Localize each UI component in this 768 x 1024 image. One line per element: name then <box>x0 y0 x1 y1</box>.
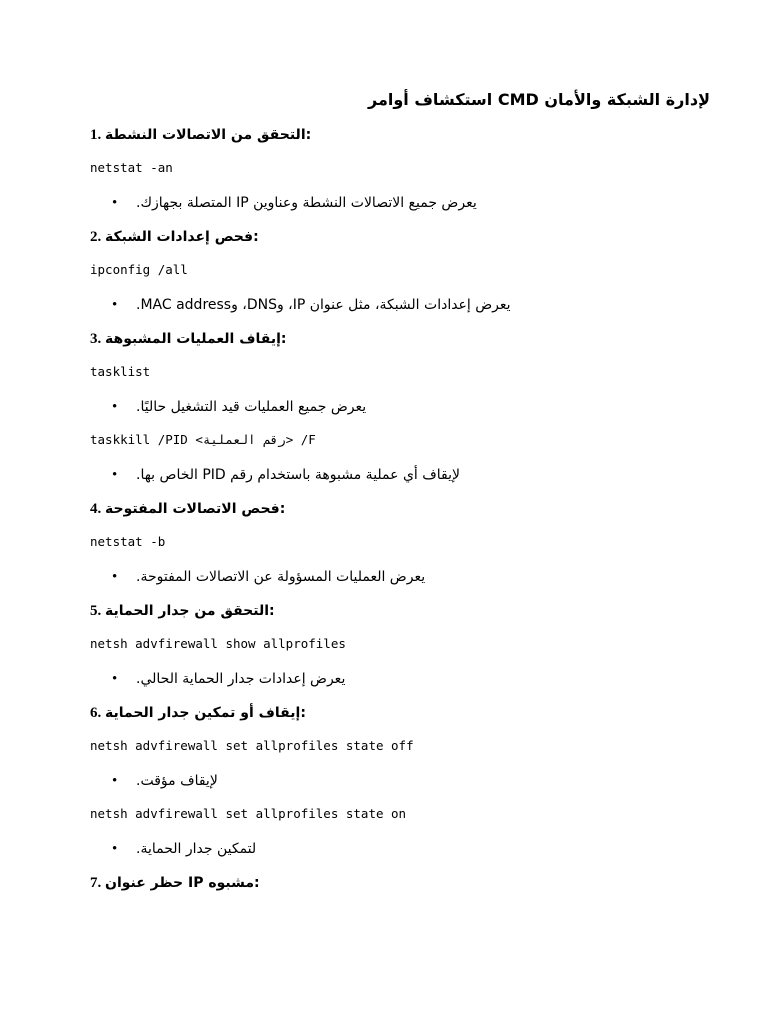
bullet-dot: • <box>112 399 118 415</box>
bullet-dot: • <box>112 467 118 483</box>
bullet-text: لتمكين جدار الحماية. <box>136 841 257 857</box>
command-tasklist: tasklist <box>90 364 151 379</box>
section-heading-text: إيقاف أو تمكين جدار الحماية: <box>105 705 306 721</box>
bullet-item <box>90 668 710 690</box>
bullet-dot: • <box>112 671 118 687</box>
bullet-item <box>90 464 710 486</box>
bullet-item <box>90 770 710 792</box>
section-number: 6. <box>90 705 102 721</box>
section-5-heading <box>90 600 710 622</box>
bullet-text: يعرض جميع العمليات قيد التشغيل حاليًا. <box>136 399 367 415</box>
section-heading-text: فحص الاتصالات المفتوحة: <box>105 501 286 517</box>
bullet-item <box>90 396 710 418</box>
command-netstat-b: netstat -b <box>90 534 166 549</box>
command-firewall-off: netsh advfirewall set allprofiles state off <box>90 738 414 753</box>
command-taskkill: taskkill /PID <رقم العملية> /F <box>90 432 316 447</box>
document-title: لإدارة الشبكة والأمان CMD استكشاف أوامر <box>368 90 710 109</box>
bullet-text: يعرض إعدادات الشبكة، مثل عنوان IP، وDNS، وMAC address. <box>136 297 511 313</box>
section-number: 7. <box>90 875 102 891</box>
section-2-heading <box>90 226 710 248</box>
bullet-dot: • <box>112 773 118 789</box>
section-number: 2. <box>90 229 102 245</box>
bullet-dot: • <box>112 195 118 211</box>
command-ipconfig-all: ipconfig /all <box>90 262 188 277</box>
section-number: 5. <box>90 603 102 619</box>
section-heading-text: إيقاف العمليات المشبوهة: <box>105 331 287 347</box>
bullet-item <box>90 294 710 316</box>
bullet-dot: • <box>112 569 118 585</box>
bullet-dot: • <box>112 297 118 313</box>
section-number: 4. <box>90 501 102 517</box>
section-heading-text: التحقق من جدار الحماية: <box>105 603 275 619</box>
section-1-heading <box>90 124 710 146</box>
bullet-item <box>90 566 710 588</box>
section-3-heading <box>90 328 710 350</box>
section-heading-text: حظر عنوان IP مشبوه: <box>105 875 260 891</box>
section-6-heading <box>90 702 710 724</box>
section-number: 3. <box>90 331 102 347</box>
bullet-text: يعرض إعدادات جدار الحماية الحالي. <box>136 671 346 687</box>
section-number: 1. <box>90 127 102 143</box>
command-firewall-on: netsh advfirewall set allprofiles state on <box>90 806 407 821</box>
bullet-item <box>90 838 710 860</box>
document-page <box>90 88 710 906</box>
bullet-text: يعرض العمليات المسؤولة عن الاتصالات المفتوحة. <box>136 569 426 585</box>
bullet-text: لإيقاف أي عملية مشبوهة باستخدام رقم PID الخاص بها. <box>136 467 460 483</box>
bullet-item <box>90 192 710 214</box>
section-heading-text: فحص إعدادات الشبكة: <box>105 229 259 245</box>
bullet-dot: • <box>112 841 118 857</box>
bullet-text: لإيقاف مؤقت. <box>136 773 218 789</box>
command-netstat-an: netstat -an <box>90 160 173 175</box>
bullet-text: يعرض جميع الاتصالات النشطة وعناوين IP المتصلة بجهازك. <box>136 195 477 211</box>
command-firewall-show: netsh advfirewall show allprofiles <box>90 636 346 651</box>
section-heading-text: التحقق من الاتصالات النشطة: <box>105 127 312 143</box>
section-7-heading <box>90 872 710 894</box>
section-4-heading <box>90 498 710 520</box>
